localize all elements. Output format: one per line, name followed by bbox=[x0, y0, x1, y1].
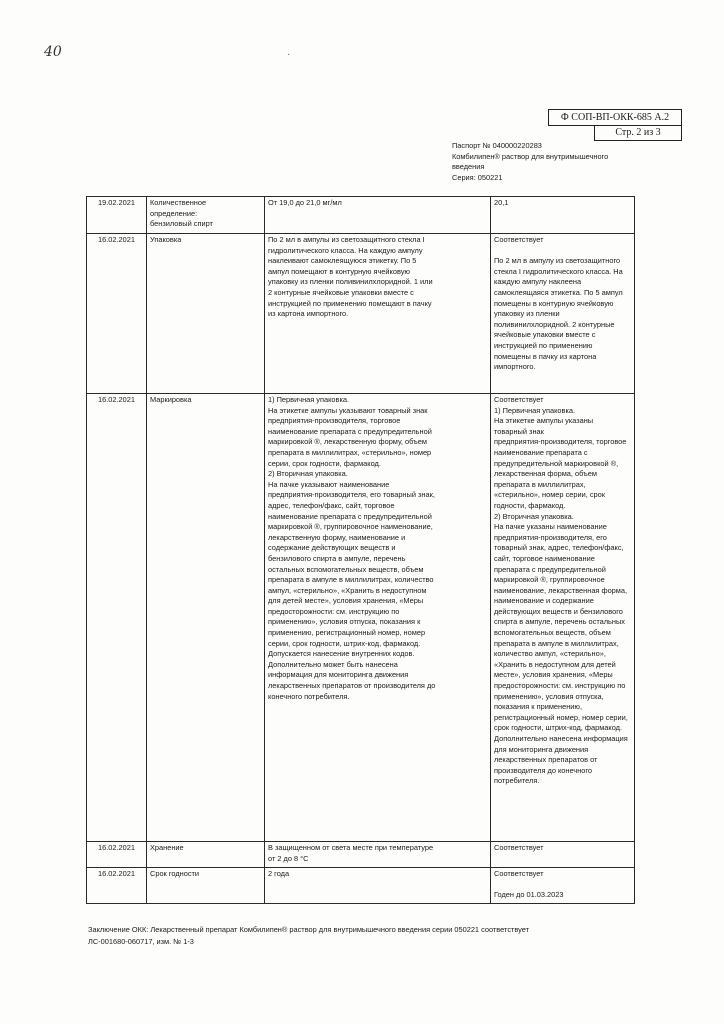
passport-header bbox=[452, 141, 608, 183]
row-date: 16.02.2021 bbox=[87, 394, 147, 842]
row-requirement: По 2 мл в ампулы из светозащитного стекла I гидролитического класса. На каждую ампулу наклеивают самоклеящуюся этикетку. По 5 ампул помещают в контурную ячейковую упаковку из пленки поливинилхлоридной. 1 или 2 контурные ячейковые упаковки вместе с инструкцией по применению помещают в пачку из картона импортного. bbox=[265, 234, 491, 394]
document-code-box: Ф СОП-ВП-ОКК-685 А.2 bbox=[548, 109, 682, 126]
series-number: Серия: 050221 bbox=[452, 172, 503, 182]
table-row bbox=[87, 234, 635, 394]
row-result: Соответствует bbox=[491, 842, 635, 868]
row-date: 16.02.2021 bbox=[87, 842, 147, 868]
product-name-line2: введения bbox=[452, 162, 485, 171]
row-result: 20,1 bbox=[491, 197, 635, 234]
test-results-table bbox=[86, 196, 635, 904]
page-number-box: Стр. 2 из 3 bbox=[594, 125, 682, 141]
row-result: Соответствует По 2 мл в ампулу из светозащитного стекла I гидролитического класса. На каждую ампулу наклеена самоклеящаяся этикетка. По 5 ампул помещены в контурную ячейковую упаковку из пленки поливинилхлоридной. 2 контурные ячейковые упаковки вместе с инструкцией по применению помещены в пачку из картона импортного. bbox=[491, 234, 635, 394]
row-requirement: В защищенном от света месте при температуре от 2 до 8 °С bbox=[265, 842, 491, 868]
conclusion-footer bbox=[88, 924, 529, 948]
row-result: Соответствует 1) Первичная упаковка. На этикетке ампулы указаны товарный знак предприятия-производителя, торговое наименование препарата с предупредительной маркировкой ®, лекарственная форма, объем препарата в миллилитрах, «стерильно», номер серии, срок годности, фармакод. 2) Вторичная упаковка. На пачке указаны наименование предприятия-производителя, его товарный знак, адрес, телефон/факс, сайт, торговое наименование препарата с предупредительной маркировкой ®, группировочное наименование, лекарственная форма, наименование и содержание действующих веществ и бензилового спирта в ампуле, перечень остальных вспомогательных веществ, объем препарата в ампуле в миллилитрах, количество ампул, «стерильно», «Хранить в недоступном для детей месте», условия хранения, «Меры предосторожности: см. инструкцию по применению», условия отпуска, показания к применению, регистрационный номер, номер серии, срок годности, штрих-код, фармакод. Дополнительно нанесена информация для мониторинга движения лекарственных препаратов от производителя до конечного потребителя. bbox=[491, 394, 635, 842]
row-date: 19.02.2021 bbox=[87, 197, 147, 234]
row-parameter: Упаковка bbox=[147, 234, 265, 394]
row-date: 16.02.2021 bbox=[87, 868, 147, 904]
table-row bbox=[87, 394, 635, 842]
table-row bbox=[87, 197, 635, 234]
row-parameter: Срок годности bbox=[147, 868, 265, 904]
row-result: Соответствует Годен до 01.03.2023 bbox=[491, 868, 635, 904]
row-requirement: 1) Первичная упаковка. На этикетке ампулы указывают товарный знак предприятия-производителя, торговое наименование препарата с предупредительной маркировкой ®, лекарственную форму, объем препарата в миллилитрах, «стерильно», номер серии, срок годности, фармакод. 2) Вторичная упаковка. На пачке указывают наименование предприятия-производителя, его товарный знак, адрес, телефон/факс, сайт, торговое наименование препарата с предупредительной маркировкой ®, группировочное наименование, лекарственную форму, наименование и содержание действующих веществ и бензилового спирта в ампуле, перечень остальных вспомогательных веществ, объем препарата в ампуле в миллилитрах, количество ампул, «стерильно», «Хранить в недоступном для детей месте», условия хранения, «Меры предосторожности: см. инструкцию по применению», условия отпуска, показания к применению, регистрационный номер, номер серии, срок годности, штрих-код, фармакод. Допускается нанесение внутренних кодов. Дополнительно может быть нанесена информация для мониторинга движения лекарственных препаратов от производителя до конечного потребителя. bbox=[265, 394, 491, 842]
registration-reference: ЛС-001680-060717, изм. № 1-3 bbox=[88, 937, 194, 946]
row-requirement: 2 года bbox=[265, 868, 491, 904]
table-row bbox=[87, 868, 635, 904]
row-parameter: Маркировка bbox=[147, 394, 265, 842]
passport-number: Паспорт № 040000220283 bbox=[452, 141, 542, 150]
row-date: 16.02.2021 bbox=[87, 234, 147, 394]
conclusion-text: Заключение ОКК: Лекарственный препарат Комбилипен® раствор для внутримышечного введения серии 050221 соответствует bbox=[88, 925, 530, 934]
handwritten-page-mark: 40 bbox=[44, 44, 62, 60]
table-row bbox=[87, 842, 635, 868]
row-requirement: От 19,0 до 21,0 мг/мл bbox=[265, 197, 491, 234]
row-parameter: Количественное определение: бензиловый спирт bbox=[147, 197, 265, 234]
scan-speck: · bbox=[287, 49, 291, 60]
row-parameter: Хранение bbox=[147, 842, 265, 868]
product-name-line1: Комбилипен® раствор для внутримышечного bbox=[452, 151, 609, 161]
